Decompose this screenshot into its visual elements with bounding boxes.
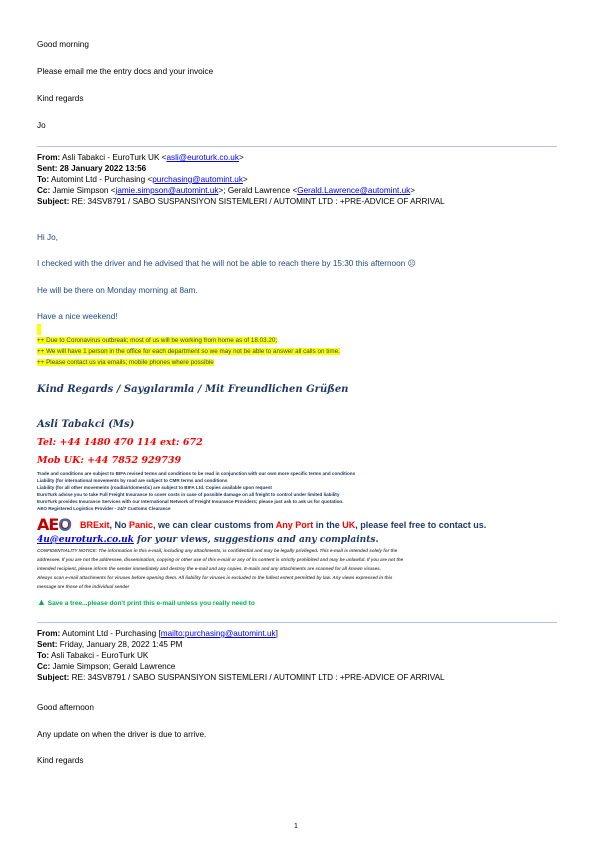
aeo-logo: AEO bbox=[37, 515, 71, 534]
header2-subject: Subject: RE: 34SV8791 / SABO SUSPANSIYON SISTEMLERI / AUTOMINT LTD : +PRE-ADVICE OF ARRIVAL bbox=[37, 673, 445, 682]
message1-line1: I checked with the driver and he advised that he will not be able to reach there by 15:30 this afternoon ☹ bbox=[37, 259, 417, 268]
signature-mob: Mob UK: +44 7852 929739 bbox=[37, 455, 182, 466]
reply-greeting: Good morning bbox=[37, 40, 89, 49]
message2-regards: Kind regards bbox=[37, 756, 84, 765]
confidentiality-line-4: Always scan e-mail attachments for viruses before opening them. All liability for viruses is excluded to the fullest extent permitted by law. Any views expressed in this bbox=[37, 575, 393, 580]
covid-notice-1: ++ Due to Coronavirus outbreak; most of us will be working from home as of 18.03.20; bbox=[37, 337, 278, 344]
header2-from: From: Automint Ltd - Purchasing [mailto:purchasing@automint.uk] bbox=[37, 629, 278, 638]
terms-line-5: EuroTurk provides Insurance Services with our International Network of Freight Insurance Providers; please just ask to ask us for quotation. bbox=[37, 499, 344, 504]
page-number: 1 bbox=[294, 823, 298, 830]
message1-line2: He will be there on Monday morning at 8am. bbox=[37, 286, 198, 295]
terms-line-3: Liability (for all other movements (road/air/domestic) are subject to BIFA Ltd. Copies available upon request bbox=[37, 485, 272, 490]
covid-notice-2: ++ We will have 1 person in the office for each department so we may not be able to answer all calls on time. bbox=[37, 348, 340, 355]
reply-body: Please email me the entry docs and your invoice bbox=[37, 67, 214, 76]
sender-email-link[interactable]: asli@euroturk.co.uk bbox=[166, 153, 239, 162]
confidentiality-line-1: CONFIDENTIALITY NOTICE: The information in this e-mail, including any attachments, is confidential and may be legally privileged. This e-mail is intended solely for the bbox=[37, 548, 398, 553]
header1-subject: Subject: RE: 34SV8791 / SABO SUSPANSIYON SISTEMLERI / AUTOMINT LTD : +PRE-ADVICE OF ARRIVAL bbox=[37, 197, 445, 206]
contact-line: 4u@euroturk.co.uk for your views, suggestions and any complaints. bbox=[37, 535, 379, 545]
highlight-marker bbox=[37, 324, 41, 335]
sender-email-link-2[interactable]: mailto:purchasing@automint.uk bbox=[160, 629, 276, 638]
header1-cc: Cc: Jamie Simpson <jamie.simpson@automint.uk>; Gerald Lawrence <Gerald.Lawrence@automint.uk> bbox=[37, 186, 416, 195]
message2-greeting: Good afternoon bbox=[37, 703, 94, 712]
header2-to: To: Asli Tabakci - EuroTurk UK bbox=[37, 651, 149, 660]
cc-email-link-1[interactable]: jamie.simpson@automint.uk bbox=[115, 186, 219, 195]
contact-email-link[interactable]: 4u@euroturk.co.uk bbox=[37, 535, 134, 545]
header1-from: From: Asli Tabakci - EuroTurk UK <asli@euroturk.co.uk> bbox=[37, 153, 244, 162]
divider bbox=[37, 622, 557, 623]
terms-line-1: Trade and conditions are subject to BIFA revised terms and conditions to be read in conjunction with our own more specific terms and conditions bbox=[37, 471, 356, 476]
divider bbox=[37, 146, 557, 147]
confidentiality-line-2: addressee. If you are not the addressee, dissemination, copying or other use of this e-mail or any of its content is strictly prohibited and may be unlawful. If you are not the bbox=[37, 557, 404, 562]
confidentiality-line-3: intended recipient, please inform the sender immediately and destroy the e-mail and any copies. E-mails and any attachments are scanned for all known viruses. bbox=[37, 566, 381, 571]
reply-regards: Kind regards bbox=[37, 94, 84, 103]
tree-icon: ▲ bbox=[37, 597, 46, 607]
tree-notice: ▲ Save a tree...please don't print this e-mail unless you really need to bbox=[37, 597, 255, 607]
terms-line-4: EuroTurk advise you to take Full Freight Insurance to cover costs in case of possible damage on all freight to control under limited liability bbox=[37, 492, 340, 497]
terms-line-6: AEO Registered Logistics Provider - 24/7 Customs Clearance bbox=[37, 506, 171, 511]
header1-sent: Sent: 28 January 2022 13:56 bbox=[37, 164, 147, 173]
terms-line-2: Liability (for international movements by road are subject to CMR terms and conditions bbox=[37, 478, 228, 483]
message1-greeting: Hi Jo, bbox=[37, 233, 58, 242]
cc-email-link-2[interactable]: Gerald.Lawrence@automint.uk bbox=[297, 186, 411, 195]
header2-sent: Sent: Friday, January 28, 2022 1:45 PM bbox=[37, 640, 183, 649]
message2-line1: Any update on when the driver is due to arrive. bbox=[37, 730, 207, 739]
covid-notice-3: ++ Please contact us via emails; mobile phones where possible bbox=[37, 359, 214, 366]
signature-name: Asli Tabakci (Ms) bbox=[37, 419, 135, 430]
header2-cc: Cc: Jamie Simpson; Gerald Lawrence bbox=[37, 662, 176, 671]
to-email-link[interactable]: purchasing@automint.uk bbox=[152, 175, 243, 184]
confidentiality-line-5: message are those of the individual sender bbox=[37, 584, 130, 589]
brexit-line: BRExit, No Panic, we can clear customs from Any Port in the UK, please feel free to contact us. bbox=[80, 520, 487, 530]
globe-icon bbox=[59, 519, 71, 531]
signature-tel: Tel: +44 1480 470 114 ext: 672 bbox=[37, 437, 203, 448]
signature-regards: Kind Regards / Saygılarımla / Mit Freundlichen Grüßen bbox=[37, 384, 349, 395]
header1-to: To: Automint Ltd - Purchasing <purchasing@automint.uk> bbox=[37, 175, 248, 184]
reply-sign: Jo bbox=[37, 121, 46, 130]
message1-line3: Have a nice weekend! bbox=[37, 312, 118, 321]
